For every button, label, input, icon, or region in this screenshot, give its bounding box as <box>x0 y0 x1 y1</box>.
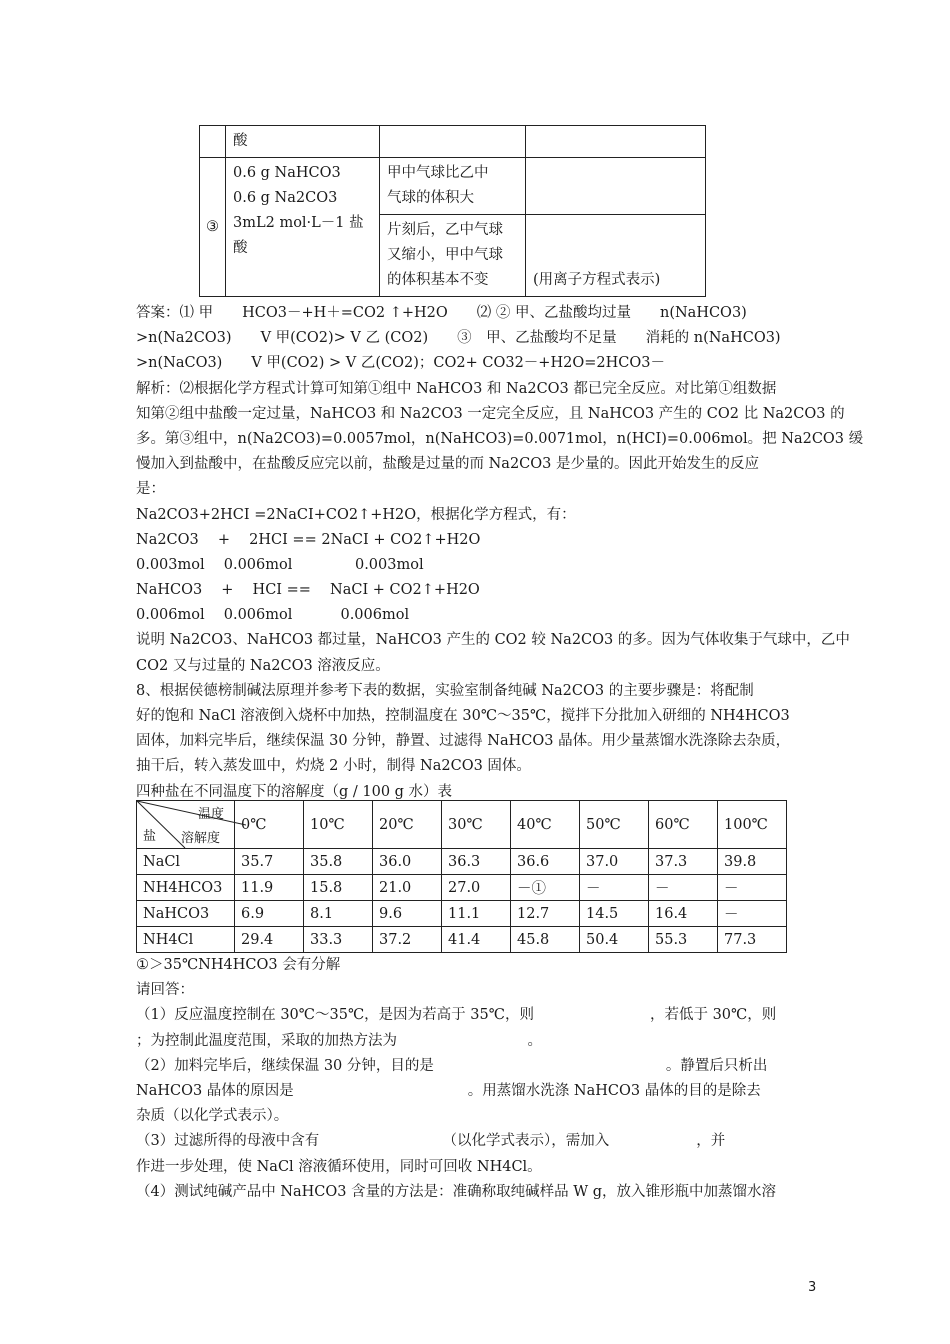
salt-label: 盐 <box>143 829 157 844</box>
observation-cell: 片刻后，乙中气球 又缩小，甲中气球 的体积基本不变 <box>380 215 526 297</box>
table-cell: 41.4 <box>442 927 511 953</box>
reagent-cell: 0.6 g NaHCO3 0.6 g Na2CO3 3mL2 mol·L－1 盐 酸 <box>226 158 380 297</box>
answer-line: >n(Na2CO3) V 甲(CO2)> V 乙 (CO2) ③ 甲、乙盐酸均不足量 消耗的 n(NaHCO3) <box>136 330 781 347</box>
equation-line: Na2CO3+2HCI =2NaCI+CO2↑+H2O，根据化学方程式，有： <box>136 506 576 523</box>
table-row <box>200 158 706 215</box>
diagonal-header-cell <box>137 801 235 849</box>
temp-header: 40℃ <box>511 801 580 849</box>
table-cell: 50.4 <box>580 927 649 953</box>
table-cell: 15.8 <box>304 875 373 901</box>
question-line: 请回答： <box>136 982 194 999</box>
question-line: NaHCO3 晶体的原因是 。用蒸馏水洗涤 NaHCO3 晶体的目的是除去 <box>136 1082 761 1099</box>
equation-line: NaHCO3 + HCI == NaCI + CO2↑+H2O <box>136 582 480 599</box>
salt-name: NH4HCO3 <box>137 875 235 901</box>
table-cell: 36.0 <box>373 849 442 875</box>
table-cell: 36.6 <box>511 849 580 875</box>
question-line: （1）反应温度控制在 30℃～35℃，是因为若高于 35℃，则 ，若低于 30℃，则 <box>136 1007 777 1024</box>
observation-cell: 甲中气球比乙中 气球的体积大 <box>380 158 526 215</box>
salt-name: NaHCO3 <box>137 901 235 927</box>
solubility-table <box>136 800 787 953</box>
table-cell: 55.3 <box>649 927 718 953</box>
table-cell: 37.0 <box>580 849 649 875</box>
explain-line: CO2 又与过量的 Na2CO3 溶液反应。 <box>136 657 390 674</box>
question-8-line: 8、根据侯德榜制碱法原理并参考下表的数据，实验室制备纯碱 Na2CO3 的主要步骤是：将配制 <box>136 682 754 699</box>
table-cell: 39.8 <box>718 849 787 875</box>
temp-header: 60℃ <box>649 801 718 849</box>
table-row <box>137 901 787 927</box>
solubility-label: 溶解度 <box>180 831 220 846</box>
table-cell: 27.0 <box>442 875 511 901</box>
salt-name: NaCl <box>137 849 235 875</box>
equation-line: 0.003mol 0.006mol 0.003mol <box>136 556 424 573</box>
analysis-line: 是： <box>136 481 165 498</box>
table-cell: 29.4 <box>235 927 304 953</box>
table-footnote: ①＞35℃NH4HCO3 会有分解 <box>136 957 341 973</box>
question-8-line: 固体，加料完毕后，继续保温 30 分钟，静置、过滤得 NaHCO3 晶体。用少量蒸馏水洗涤除去杂质， <box>136 733 791 750</box>
table-cell: 8.1 <box>304 901 373 927</box>
question-line: 杂质（以化学式表示）。 <box>136 1108 289 1125</box>
table-cell: － <box>649 875 718 901</box>
question-line: （4）测试纯碱产品中 NaHCO3 含量的方法是：准确称取纯碱样品 W g，放入锥形瓶中加蒸馏水溶 <box>136 1183 777 1200</box>
temp-header: 100℃ <box>718 801 787 849</box>
table-cell: 12.7 <box>511 901 580 927</box>
table-cell: 77.3 <box>718 927 787 953</box>
table-cell: 37.2 <box>373 927 442 953</box>
question-line: （2）加料完毕后，继续保温 30 分钟，目的是 。静置后只析出 <box>136 1057 768 1074</box>
table-cell: 35.7 <box>235 849 304 875</box>
table-cell: －① <box>511 875 580 901</box>
table-row <box>137 927 787 953</box>
page-number: 3 <box>808 1280 817 1295</box>
temp-header: 20℃ <box>373 801 442 849</box>
experiment-table <box>199 125 706 297</box>
equation-line: 0.006mol 0.006mol 0.006mol <box>136 607 410 624</box>
table-row <box>200 126 706 158</box>
analysis-line: 解析：⑵根据化学方程式计算可知第①组中 NaHCO3 和 Na2CO3 都已完全反应。对比第①组数据 <box>136 380 777 397</box>
table-cell: 45.8 <box>511 927 580 953</box>
analysis-line: 慢加入到盐酸中，在盐酸反应完以前，盐酸是过量的而 Na2CO3 是少量的。因此开始发生的反应 <box>136 456 759 473</box>
table-cell: 14.5 <box>580 901 649 927</box>
table-cell: 35.8 <box>304 849 373 875</box>
equation-line: Na2CO3 + 2HCI == 2NaCI + CO2↑+H2O <box>136 531 481 548</box>
question-8-line: 好的饱和 NaCl 溶液倒入烧杯中加热，控制温度在 30℃～35℃，搅拌下分批加入研细的 NH4HCO3 <box>136 708 790 724</box>
question-8-line: 抽干后，转入蒸发皿中，灼烧 2 小时，制得 Na2CO3 固体。 <box>136 758 531 775</box>
temp-header: 50℃ <box>580 801 649 849</box>
analysis-line: 知第②组中盐酸一定过量，NaHCO3 和 Na2CO3 一定完全反应，且 NaHCO3 产生的 CO2 比 Na2CO3 的 <box>136 405 845 422</box>
table-cell: 11.9 <box>235 875 304 901</box>
table-cell: 16.4 <box>649 901 718 927</box>
temperature-label: 温度 <box>197 807 224 822</box>
question-line: ；为控制此温度范围，采取的加热方法为 。 <box>136 1032 542 1049</box>
answer-block <box>136 301 864 805</box>
question-line: （3）过滤所得的母液中含有 （以化学式表示），需加入 ，并 <box>136 1133 726 1150</box>
table-header-row <box>137 801 787 849</box>
temp-header: 10℃ <box>304 801 373 849</box>
answer-line: 答案：⑴ 甲 HCO3－+H＋=CO2 ↑+H2O ⑵ ② 甲、乙盐酸均过量 n(NaHCO3) <box>136 305 747 321</box>
explain-line: 说明 Na2CO3、NaHCO3 都过量，NaHCO3 产生的 CO2 较 Na2CO3 的多。因为气体收集于气球中，乙中 <box>136 632 850 649</box>
table-cell: 6.9 <box>235 901 304 927</box>
table-cell: 21.0 <box>373 875 442 901</box>
explanation-cell: (用离子方程式表示) <box>526 215 706 297</box>
table-caption: 四种盐在不同温度下的溶解度（g / 100 g 水）表 <box>136 783 453 800</box>
table-cell: 33.3 <box>304 927 373 953</box>
table-row <box>137 875 787 901</box>
table-cell: 37.3 <box>649 849 718 875</box>
answer-line: >n(NaCO3) V 甲(CO2) > V 乙(CO2)；CO2+ CO32－+H2O=2HCO3－ <box>136 355 665 372</box>
table-row <box>137 849 787 875</box>
table-cell: － <box>718 875 787 901</box>
analysis-line: 多。第③组中，n(Na2CO3)=0.0057mol，n(NaHCO3)=0.0071mol，n(HCI)=0.006mol。把 Na2CO3 缓 <box>136 430 864 447</box>
question-line: 作进一步处理，使 NaCl 溶液循环使用，同时可回收 NH4Cl。 <box>136 1158 542 1175</box>
table-cell: 11.1 <box>442 901 511 927</box>
salt-name: NH4Cl <box>137 927 235 953</box>
temp-header: 0℃ <box>235 801 304 849</box>
row-number: ③ <box>200 158 226 297</box>
questions-block <box>136 953 816 1205</box>
table-cell: － <box>718 901 787 927</box>
temp-header: 30℃ <box>442 801 511 849</box>
table-cell: － <box>580 875 649 901</box>
reagent-cell: 酸 <box>226 126 380 158</box>
table-cell: 36.3 <box>442 849 511 875</box>
table-cell: 9.6 <box>373 901 442 927</box>
